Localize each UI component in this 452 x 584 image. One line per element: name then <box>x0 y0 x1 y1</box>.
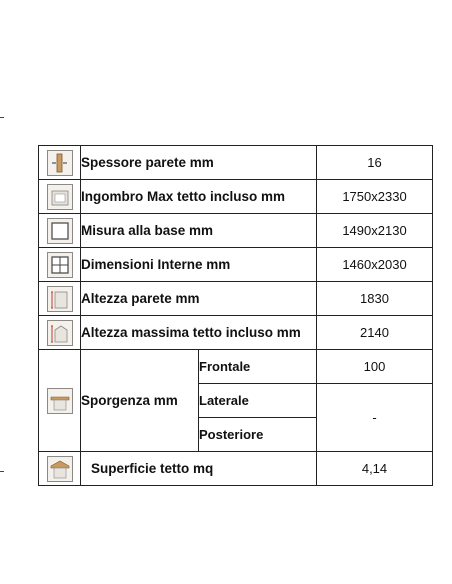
page-edge-rule <box>0 117 4 118</box>
spec-table <box>38 145 433 486</box>
row-label: Misura alla base mm <box>81 214 317 248</box>
overhang-front-label: Frontale <box>199 350 317 384</box>
internal-dimensions-icon <box>47 252 73 278</box>
table-row <box>39 214 433 248</box>
table-row <box>39 248 433 282</box>
row-label: Altezza massima tetto incluso mm <box>81 316 317 350</box>
table-row <box>39 146 433 180</box>
wall-height-icon <box>47 286 73 312</box>
table-row <box>39 316 433 350</box>
row-value: 16 <box>317 146 433 180</box>
row-label: Altezza parete mm <box>81 282 317 316</box>
row-value: 1830 <box>317 282 433 316</box>
table-row <box>39 282 433 316</box>
base-size-icon <box>47 218 73 244</box>
row-value: 2140 <box>317 316 433 350</box>
overhang-rear-label: Posteriore <box>199 418 317 452</box>
row-label: Sporgenza mm <box>81 350 199 452</box>
row-label: Superficie tetto mq <box>81 452 317 486</box>
row-value: 1490x2130 <box>317 214 433 248</box>
roof-surface-icon <box>47 456 73 482</box>
overhang-side-label: Laterale <box>199 384 317 418</box>
overhang-front-value: 100 <box>317 350 433 384</box>
row-value: 1750x2330 <box>317 180 433 214</box>
table-row <box>39 452 433 486</box>
page-edge-rule <box>0 471 4 472</box>
max-roof-height-icon <box>47 320 73 346</box>
row-label: Spessore parete mm <box>81 146 317 180</box>
roof-overhang-icon <box>47 388 73 414</box>
row-value: 1460x2030 <box>317 248 433 282</box>
row-label: Ingombro Max tetto incluso mm <box>81 180 317 214</box>
table-row <box>39 180 433 214</box>
wall-thickness-icon <box>47 150 73 176</box>
overhang-side-rear-value: - <box>317 384 433 452</box>
row-label: Dimensioni Interne mm <box>81 248 317 282</box>
row-value: 4,14 <box>317 452 433 486</box>
table-row <box>39 350 433 384</box>
max-footprint-icon <box>47 184 73 210</box>
